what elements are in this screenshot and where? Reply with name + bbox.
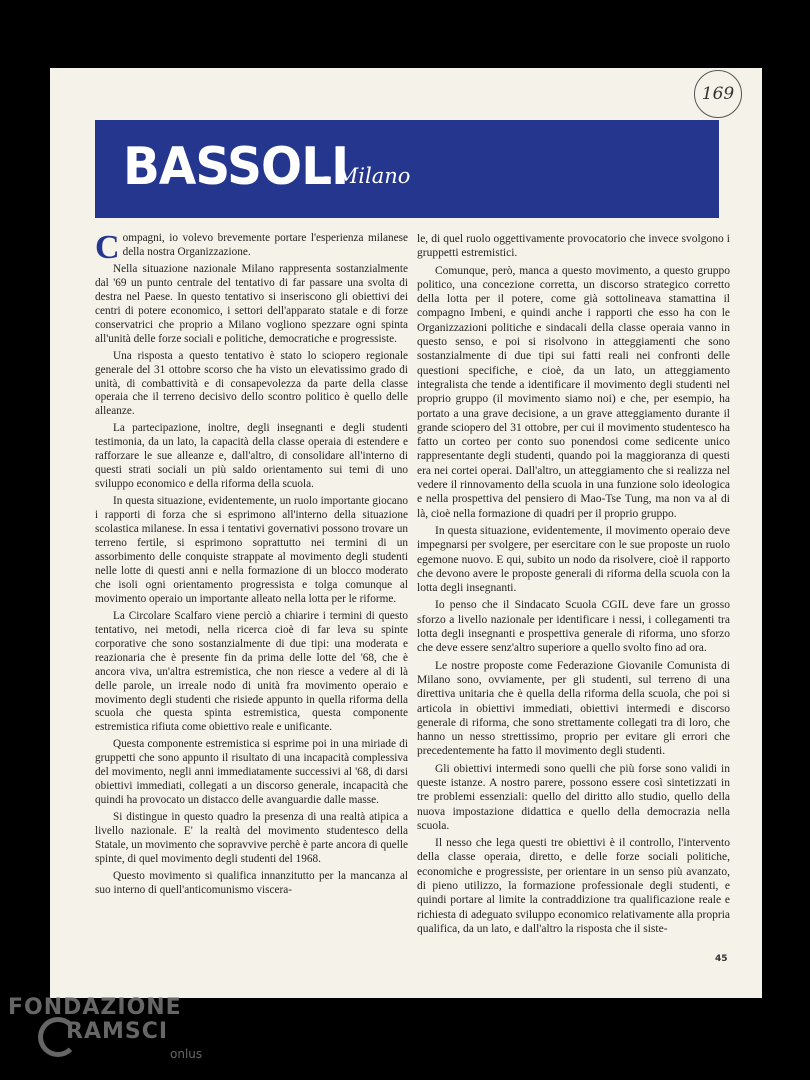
archive-stamp: 169 bbox=[694, 70, 742, 118]
paragraph: Gli obiettivi intermedi sono quelli che più forse sono validi in queste istanze. A nostro parere, possono essere così sintetizzati in tre problemi essenziali: quello del diritto allo studio, quello della nuova impostazione didattica e quello della democrazia nella scuola. bbox=[417, 762, 730, 832]
paragraph: Compagni, io volevo brevemente portare l'esperienza milanese della nostra Organizzazione. bbox=[95, 229, 408, 266]
watermark-line2: RAMSCI bbox=[66, 1019, 169, 1044]
paragraph: Il nesso che lega questi tre obiettivi è il controllo, l'intervento della classe operaia, diretto, e delle forze sociali politiche, economiche e progressiste, per orientare in un senso più avanzato, di pieno utilizzo, la formazione professionale degli studenti, e quindi portare al limite la contraddizione tra qualificazione reale e richiesta di adeguato sviluppo economico relativamente alla propria qualifica, da un lato, e dall'altro la risposta che il siste- bbox=[417, 837, 730, 935]
paragraph: La Circolare Scalfaro viene perciò a chiarire i termini di questo tentativo, nei metodi, nella ricerca cioè di far leva su spinte corporative che sono sostanzialmente di due tipi: una moderata e reazionaria che è presente fin da prima delle lotte del '68, che è ancora viva, un'altra estremistica, che non riesce a vedere al di là delle parole, un irreale nodo di unità fra movimento operaio e movimento degli studenti che risiede appunto in quella riforma della scuola che questa spinta estremistica, questa componente estremistica rifiuta come obiettivo reale e unificante. bbox=[95, 609, 408, 734]
paragraph: Una risposta a questo tentativo è stato lo sciopero regionale generale del 31 ottobre scorso che ha visto un elevatissimo grado di unità, di combattività e di consapevolezza da parte della classe operaia che il terreno decisivo dello scontro politico è quello delle alleanze. bbox=[95, 349, 408, 418]
page-number: 45 bbox=[715, 954, 728, 964]
watermark-line1: FONDAZIONE bbox=[8, 995, 182, 1020]
title-banner bbox=[95, 120, 719, 218]
drop-cap: C bbox=[95, 229, 120, 266]
paragraph: Io penso che il Sindacato Scuola CGIL deve fare un grosso sforzo a livello nazionale per identificare i nessi, i collegamenti tra lotta degli insegnanti e prospettiva generale di riforma, uno sforzo che deve essere senz'altro superiore a quello svolto fino ad ora. bbox=[417, 599, 730, 655]
paragraph: La partecipazione, inoltre, degli insegnanti e degli studenti testimonia, da un lato, la capacità della classe operaia di estendere e rafforzare le sue alleanze e, dall'altro, di consolidare all'interno di questi strati sociali un più saldo orientamento sui temi di uno sviluppo economico e della riforma della scuola. bbox=[95, 422, 408, 491]
paragraph: Si distingue in questo quadro la presenza di una realtà atipica a livello nazionale. E' la realtà del movimento studentesco della Statale, un movimento che sopravvive perchè è parte ancora di quelle spinte, di quel movimento degli studenti del 1968. bbox=[95, 811, 408, 865]
paragraph: In questa situazione, evidentemente, il movimento operaio deve impegnarsi per svolgere, per esercitare con le sue proposte un ruolo egemone nuovo. E qui, subito un nodo da risolvere, cioè il rapporto che devono avere le proposte generali di riforma della scuola con la lotta degli insegnanti. bbox=[417, 524, 730, 595]
paragraph: Nella situazione nazionale Milano rappresenta sostanzialmente dal '69 un punto centrale del tentativo di far passare una svolta di destra nel Paese. In questo tentativo si inseriscono gli obiettivi dei centri di potere economico, i settori dell'apparato statale e di forze conservatrici che proprio a Milano vogliono spezzare ogni spinta all'unità delle forze sociali e politiche, democratiche e progressiste. bbox=[95, 262, 408, 345]
author-city: - Milano bbox=[323, 164, 411, 188]
paragraph: In questa situazione, evidentemente, un ruolo importante giocano i rapporti di forza che si esprimono all'interno della situazione scolastica milanese. In essa i tentativi governativi possono trovare un terreno fertile, si esprimono soprattutto nei termini di un assorbimento delle conquiste strappate al movimento degli studenti nelle lotte di questi anni e nella formazione di un blocco moderato che isoli ogni orientamento progressista e tolga comunque al movimento operaio un importante alleato nella lotta per le riforme. bbox=[95, 495, 408, 605]
paragraph: le, di quel ruolo oggettivamente provocatorio che invece svolgono i gruppetti estremistici. bbox=[417, 233, 730, 260]
paragraph: Le nostre proposte come Federazione Giovanile Comunista di Milano sono, ovviamente, per gli studenti, sul terreno di una direttiva unitaria che è quella della riforma della scuola, che poi si articola in obiettivi immediati, obiettivi intermedi e discorso generale di riforma, che sono strettamente collegati tra di loro, che hanno un nesso strettissimo, proprio per evitare gli errori che precedentemente ha fatto il movimento degli studenti. bbox=[417, 659, 730, 758]
watermark-line3: onlus bbox=[170, 1047, 203, 1061]
right-column bbox=[417, 232, 730, 939]
left-column bbox=[95, 229, 408, 901]
paragraph: Questo movimento si qualifica innanzitutto per la mancanza al suo interno di quell'anticomunismo viscera- bbox=[95, 869, 408, 896]
watermark-logo bbox=[8, 995, 208, 1065]
paragraph: Questa componente estremistica si esprime poi in una miriade di gruppetti che sono appunto il risultato di una incapacità complessiva del movimento, negli anni immediatamente successivi al '68, di darsi obiettivi immediati, collegati a un discorso generale, incapacità che quindi ha provocato un distacco delle avanguardie dalle masse. bbox=[95, 738, 408, 807]
paragraph: Comunque, però, manca a questo movimento, a questo gruppo politico, una concezione corretta, un discorso strategico corretto della lotta per il potere, come già sottolineava stamattina il compagno Imbeni, e quindi anche i rapporti che esso ha con le Organizzazioni politiche e sindacali della classe operaia vanno in questo senso, e poi si risolvono in atteggiamenti che sono sostanzialmente di due tipi sui fatti reali nei confronti delle questioni specifiche, e cioè, da un lato, un atteggiamento integralista che tende a identificare il movimento degli studenti nel proprio gruppo (il movimento siamo noi) e che, per esempio, ha portato a una grave decisione, a un grave atteggiamento durante il grande sciopero del 31 ottobre, per cui il movimento studentesco ha fatto un corteo per conto suo ponendosi come sedicente unico rappresentante degli studenti, quando poi la maggioranza di questi era nei cortei operai. Dall'altro, un atteggiamento che si realizza nel vedere il rinnovamento della scuola in una funzione solo ideologica e nella prospettiva del pensiero di Mao-Tse Tung, ma non va al di là, cioè nella formazione di quadri per il proprio gruppo. bbox=[417, 264, 730, 520]
author-name: BASSOLI bbox=[123, 137, 349, 197]
